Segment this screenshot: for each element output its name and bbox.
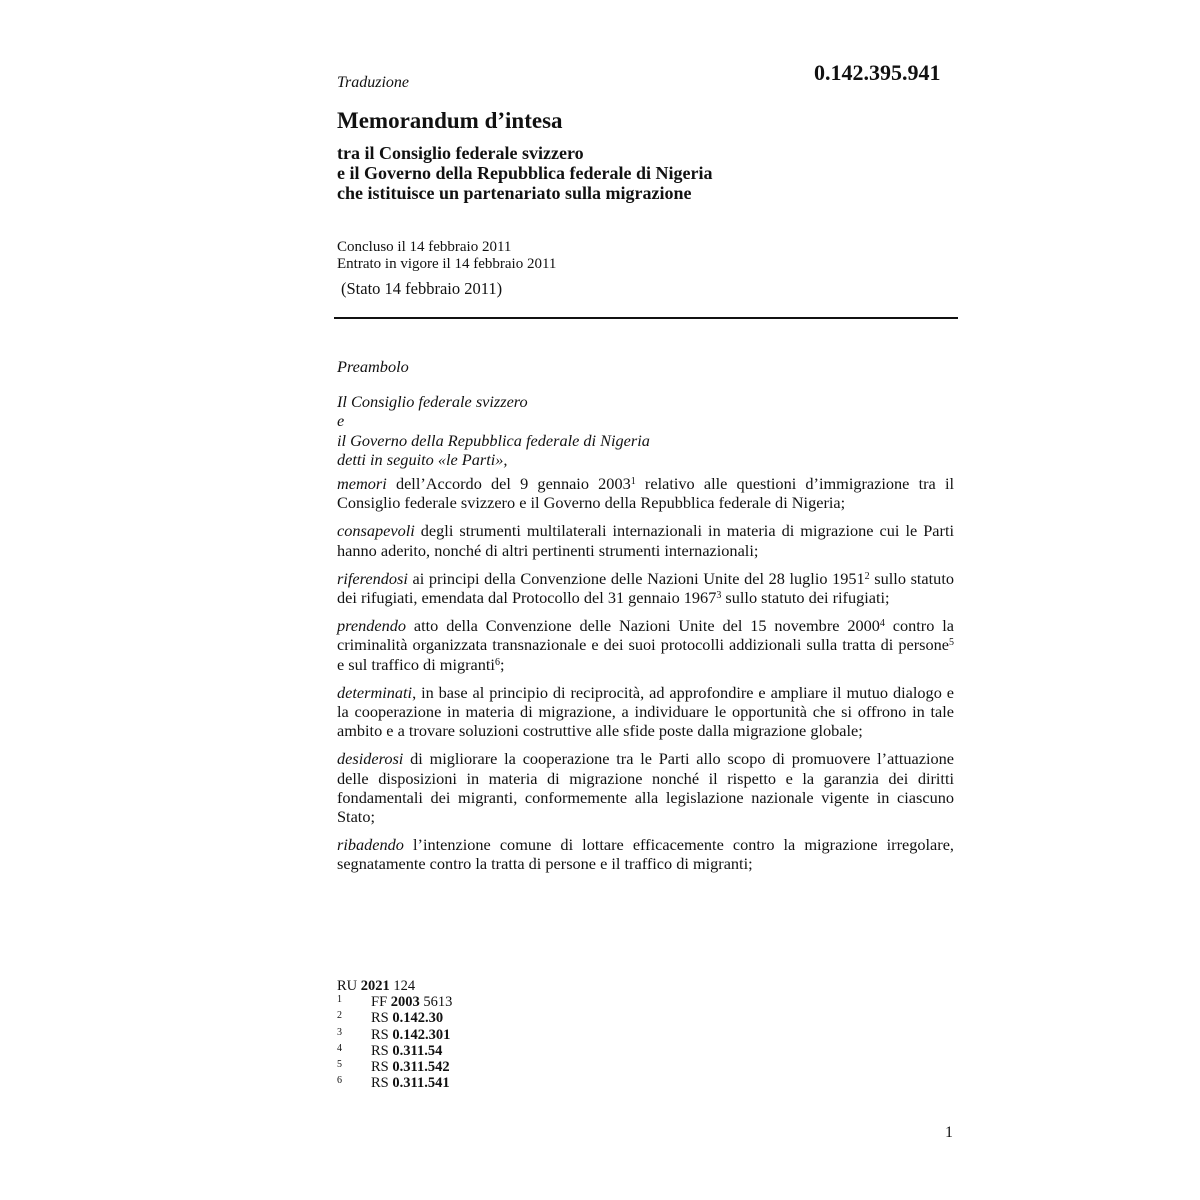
party-line: e	[337, 411, 345, 431]
recital-lead: determinati	[337, 682, 413, 702]
footnote-ref-number[interactable]: 0.142.30	[392, 1010, 444, 1027]
footnote-number: 5	[337, 1059, 342, 1071]
footnote-prefix: RS	[371, 1010, 393, 1027]
recital-determinati	[337, 683, 954, 741]
footnote-item	[337, 1010, 452, 1026]
preamble-heading: Preambolo	[337, 357, 409, 376]
recital-text: di migliorare la cooperazione tra le Parti allo scopo di promuovere l’attuazione delle disposizioni in materia di migrazione nonché il rispetto e la garanzia dei diritti fondamentali dei migranti, conformemente alla legislazione nazionale vigente in ciascuno Stato;	[337, 749, 954, 827]
recital-lead: desiderosi	[337, 749, 404, 769]
recital-text: sullo statuto dei rifugiati;	[721, 588, 890, 608]
recital-lead: memori	[337, 474, 387, 494]
footnote-ref[interactable]: 4	[879, 618, 885, 630]
footnote-ref[interactable]: 5	[949, 637, 954, 649]
footnote-item	[337, 994, 452, 1010]
footnotes-block	[337, 978, 452, 1091]
footnote-ref[interactable]: 3	[716, 590, 722, 602]
header-divider	[334, 317, 958, 319]
recital-lead: consapevoli	[337, 521, 415, 541]
party-line: il Governo della Repubblica federale di Nigeria	[337, 430, 650, 450]
document-title: Memorandum d’intesa	[337, 108, 563, 133]
concluded-date: Concluso il 14 febbraio 2011	[337, 239, 512, 255]
recital-text: sullo statuto dei rifugiati, emendata dal Protocollo del 31 gennaio 1967	[337, 568, 954, 608]
footnote-prefix: RS	[371, 1026, 393, 1043]
ru-page: 124	[389, 978, 416, 994]
footnote-ref-number[interactable]: 2003	[390, 994, 420, 1011]
recital-text: atto della Convenzione delle Nazioni Unite del 15 novembre 2000	[406, 616, 880, 636]
ru-prefix: RU	[337, 978, 361, 994]
recital-prendendo	[337, 616, 954, 674]
footnote-number: 6	[337, 1075, 342, 1087]
footnote-item	[337, 1043, 452, 1059]
ru-reference	[337, 978, 452, 994]
recital-memori	[337, 474, 954, 512]
recital-text: degli strumenti multilaterali internazionali in materia di migrazione cui le Parti hanno aderito, nonché di altri pertinenti strumenti internazionali;	[337, 521, 954, 560]
parties-block	[337, 392, 954, 469]
dates-block	[337, 239, 556, 273]
recital-text: l’intenzione comune di lottare efficacemente contro la migrazione irregolare, segnatamente contro la tratta di persone e il traffico di migranti;	[337, 835, 954, 874]
recital-lead: riferendosi	[337, 568, 408, 588]
footnote-number: 1	[337, 994, 342, 1006]
footnote-item	[337, 1059, 452, 1075]
preamble-body	[337, 357, 954, 883]
footnote-suffix: 5613	[419, 994, 453, 1011]
status-date: (Stato 14 febbraio 2011)	[341, 279, 503, 298]
subtitle-line: e il Governo della Repubblica federale di Nigeria	[337, 163, 713, 183]
recital-riferendosi	[337, 569, 954, 607]
page-number: 1	[945, 1124, 953, 1141]
footnote-prefix: RS	[371, 1042, 393, 1059]
footnote-number: 4	[337, 1042, 342, 1054]
recital-lead: ribadendo	[337, 835, 404, 855]
party-line: Il Consiglio federale svizzero	[337, 392, 528, 412]
footnote-ref-number[interactable]: 0.311.54	[392, 1042, 443, 1059]
footnote-number: 3	[337, 1026, 342, 1038]
recital-text: dell’Accordo del 9 gennaio 2003	[386, 474, 631, 494]
recital-text: relativo alle questioni d’immigrazione tra il Consiglio federale svizzero e il Governo della Repubblica federale di Nigeria;	[337, 474, 955, 513]
ru-year: 2021	[360, 978, 390, 994]
footnote-item	[337, 1075, 452, 1091]
party-line: detti in seguito «le Parti»,	[337, 449, 508, 469]
sr-number: 0.142.395.941	[814, 60, 941, 85]
footnote-prefix: RS	[371, 1059, 393, 1076]
recital-text: e sul traffico di migranti	[337, 654, 495, 674]
footnote-prefix: RS	[371, 1075, 393, 1092]
footnote-ref[interactable]: 6	[494, 656, 500, 668]
subtitle-line: tra il Consiglio federale svizzero	[337, 143, 584, 163]
translation-label: Traduzione	[337, 74, 410, 91]
footnote-number: 2	[337, 1010, 342, 1022]
footnote-ref-number[interactable]: 0.142.301	[392, 1026, 451, 1043]
footnote-prefix: FF	[371, 994, 391, 1011]
footnote-item	[337, 1027, 452, 1043]
recital-text: contro la criminalità organizzata transnazionale e dei suoi protocolli addizionali sulla tratta di persone	[337, 616, 954, 655]
footnote-ref[interactable]: 1	[630, 476, 636, 488]
recital-desiderosi	[337, 749, 954, 826]
recital-text: ai principi della Convenzione delle Nazioni Unite del 28 luglio 1951	[407, 568, 865, 588]
footnote-ref-number[interactable]: 0.311.542	[392, 1059, 450, 1076]
footnote-ref[interactable]: 2	[864, 570, 870, 582]
recital-lead: prendendo	[337, 616, 407, 636]
in-force-date: Entrato in vigore il 14 febbraio 2011	[337, 256, 557, 272]
recital-text: ;	[499, 654, 505, 674]
recital-text: , in base al principio di reciprocità, ad approfondire e ampliare il mutuo dialogo e la cooperazione in materia di migrazione, a individuare le opportunità che si offrono in tale ambito e a trovare soluzioni costruttive alle sfide poste dalla migrazione globale;	[337, 682, 954, 741]
footnote-ref-number[interactable]: 0.311.541	[392, 1075, 450, 1092]
recital-consapevoli	[337, 521, 954, 559]
subtitle-line: che istituisce un partenariato sulla migrazione	[337, 183, 692, 203]
document-subtitle	[337, 143, 712, 203]
recital-ribadendo	[337, 835, 954, 873]
